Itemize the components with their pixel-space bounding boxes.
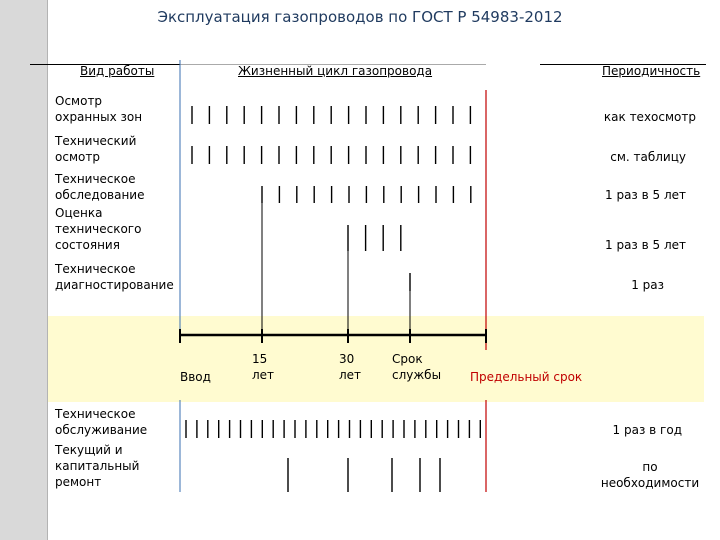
row-label-repair: Текущий и капитальный ремонт: [55, 443, 140, 489]
periodicity-technical-survey: 1 раз в 5 лет: [605, 188, 686, 202]
row-label-condition-assessment: Оценка технического состояния: [55, 206, 142, 252]
periodicity-diagnostics: 1 раз: [631, 278, 664, 292]
timeline-start-label: Ввод: [180, 370, 211, 384]
tick-marks: [186, 106, 480, 492]
periodicity-repair: по необходимости: [600, 460, 700, 490]
row-label-inspection-zones: Осмотр охранных зон: [55, 94, 143, 124]
periodicity-inspection-zones: как техосмотр: [603, 110, 696, 124]
page-title: Эксплуатация газопроводов по ГОСТ Р 54983-2012: [157, 8, 563, 26]
timeline-30-label: 30 лет: [339, 352, 362, 382]
row-label-diagnostics: Техническое диагностирование: [55, 262, 174, 292]
periodicity-condition-assessment: 1 раз в 5 лет: [605, 238, 686, 252]
periodicity-technical-inspection: см. таблицу: [610, 150, 686, 164]
periodicity-maintenance: 1 раз в год: [612, 423, 682, 437]
row-label-maintenance: Техническое обслуживание: [55, 407, 148, 437]
header-work-type: Вид работы: [80, 64, 155, 78]
timeline-limit-label: Предельный срок: [470, 370, 583, 384]
row-label-technical-survey: Техническое обследование: [55, 172, 145, 202]
header-periodicity: Периодичность: [602, 64, 701, 78]
timeline-15-label: 15 лет: [252, 352, 275, 382]
header-life-cycle: Жизненный цикл газопровода: [238, 64, 433, 78]
row-label-technical-inspection: Технический осмотр: [55, 134, 137, 164]
timeline-service-life-label: Срок службы: [392, 352, 442, 382]
